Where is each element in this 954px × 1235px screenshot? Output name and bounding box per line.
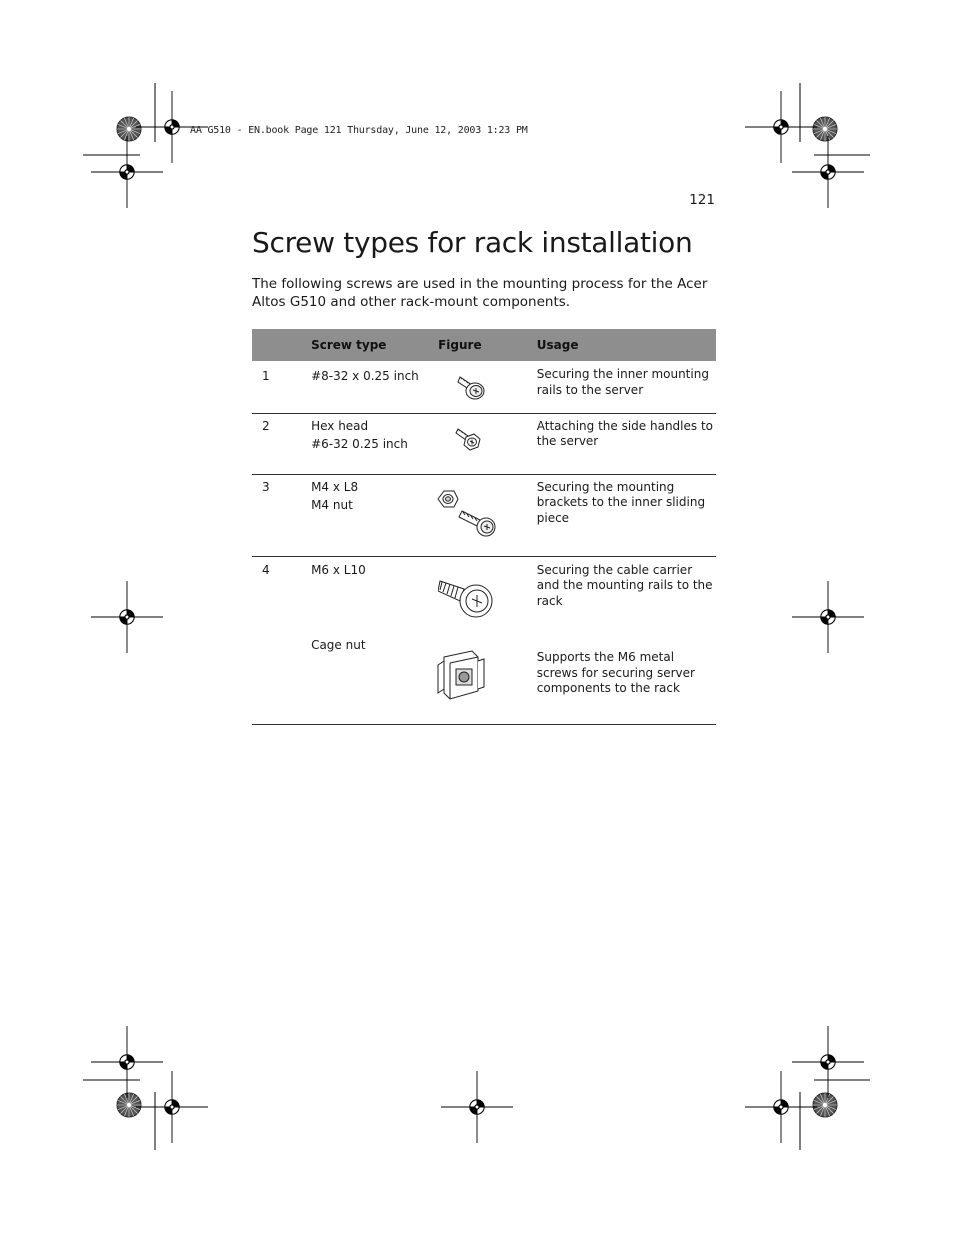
usage-text: Securing the inner mounting rails to the server [536,367,709,397]
screw-spec: #6-32 0.25 inch [311,437,408,451]
header-figure: Figure [438,338,482,352]
screw-types-table [252,329,716,725]
usage-text: Securing the cable carrier and the mounting rails to the rack [536,562,713,608]
m6-screw-icon [438,571,508,621]
table-row [252,474,716,556]
row-number: 1 [262,369,270,383]
usage-text: Securing the mounting brackets to the inner sliding piece [536,479,706,525]
pan-head-screw-icon [448,371,508,403]
cage-nut-type: Cage nut [311,638,366,652]
hex-head-screw-icon [448,424,508,458]
print-slug: AA G510 - EN.book Page 121 Thursday, June 12, 2003 1:23 PM [190,125,528,136]
header-usage: Usage [536,338,579,352]
cage-nut-usage-text: Supports the M6 metal screws for securing server components to the rack [536,650,695,695]
screw-type: #8-32 x 0.25 inch [311,369,419,383]
page-number: 121 [689,192,715,208]
table-header-row [252,329,716,361]
table-row [252,361,716,413]
nut-type: M4 nut [311,498,353,512]
m4-screw-and-nut-icon [434,485,504,545]
table-row [252,413,716,474]
row-number: 3 [262,479,270,494]
screw-type: M4 x L8 [311,479,359,494]
table-row [252,556,716,724]
row-number: 2 [262,418,270,433]
intro-paragraph: The following screws are used in the mounting process for the Acer Altos G510 and other rack-mount components. [252,276,708,310]
screw-type: Hex head [311,418,369,433]
cage-nut-icon [434,647,504,703]
row-number: 4 [262,562,270,577]
header-screw-type: Screw type [311,338,387,352]
page-title: Screw types for rack installation [252,226,693,259]
screw-type: M6 x L10 [311,562,366,577]
usage-text: Attaching the side handles to the server [536,418,714,448]
